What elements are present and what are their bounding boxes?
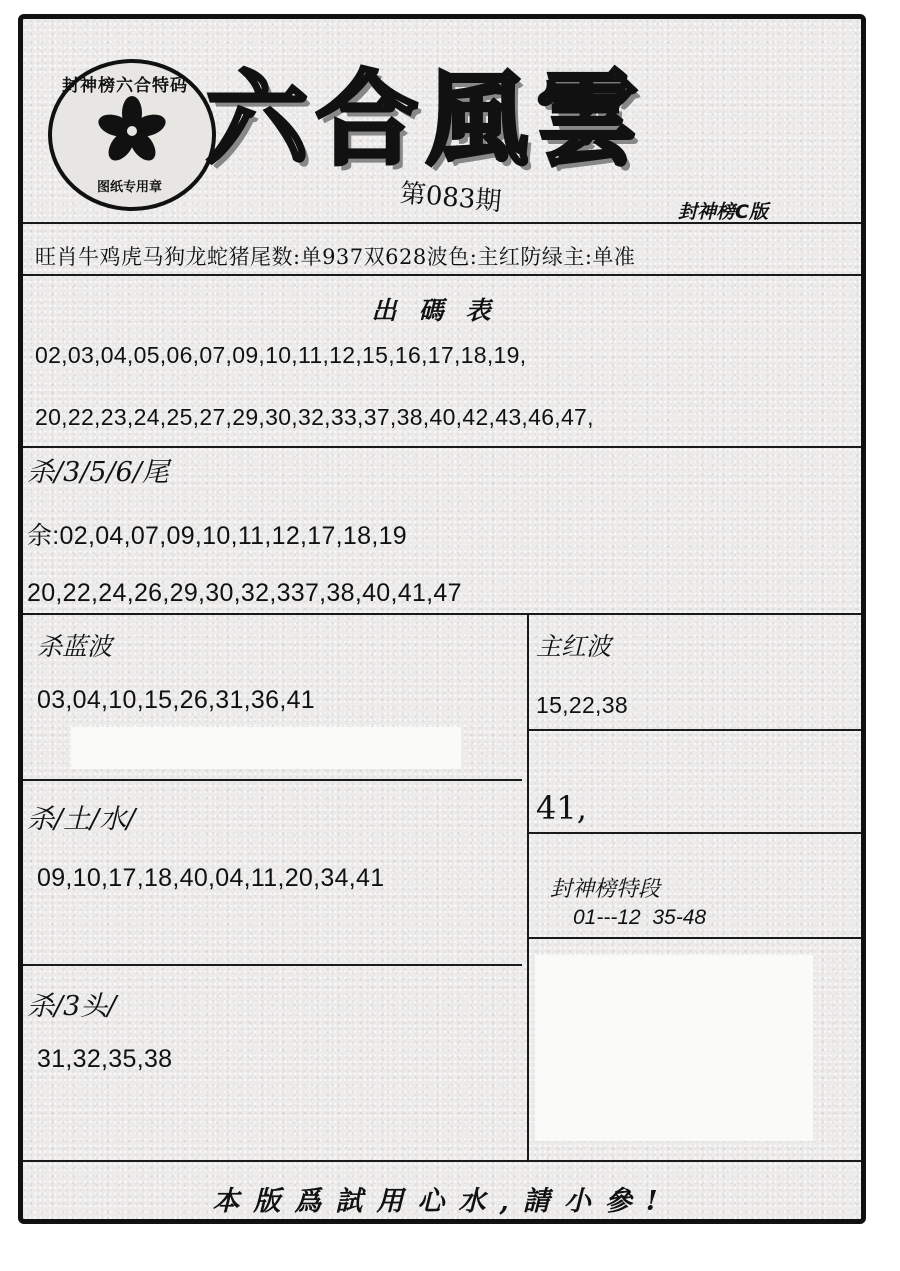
page-title: 六合風雲 [206, 60, 646, 180]
issue-number: 第083期 [398, 178, 503, 218]
stats-line: 旺肖牛鸡虎马狗龙蛇猪尾数:单937双628波色:主红防绿主:单准 [35, 245, 636, 269]
special-section-label: 封神榜特段 [550, 877, 661, 902]
footer-note: 本版爲試用心水,請小參! [212, 1186, 672, 1217]
divider [23, 613, 861, 615]
divider [23, 964, 522, 966]
official-seal [48, 59, 216, 211]
divider [527, 937, 861, 939]
number-line-1: 02,03,04,05,06,07,09,10,11,12,15,16,17,18,19, [35, 342, 527, 368]
kill-earth-water-numbers: 09,10,17,18,40,04,11,20,34,41 [37, 864, 385, 892]
divider [527, 729, 861, 731]
number-table-title: 出碼表 [371, 296, 513, 325]
single-pick: 41, [536, 789, 587, 827]
divider [23, 446, 861, 448]
kill-tail-remain-2: 20,22,24,26,29,30,32,337,38,40,41,47 [27, 579, 462, 607]
main-red-label: 主红波 [536, 632, 612, 661]
lottery-sheet [18, 14, 866, 1224]
blank-box [71, 727, 461, 769]
kill-heads-label: 杀/3头/ [27, 991, 117, 1022]
kill-earth-water-label: 杀/土/水/ [27, 804, 136, 835]
column-divider [527, 613, 529, 1160]
divider [527, 832, 861, 834]
special-section-ranges: 01---12 35-48 [573, 906, 707, 929]
seal-ring-text: 封神榜六合特码 [62, 76, 188, 96]
main-red-numbers: 15,22,38 [536, 692, 628, 718]
kill-heads-numbers: 31,32,35,38 [37, 1045, 173, 1073]
kill-blue-numbers: 03,04,10,15,26,31,36,41 [37, 686, 315, 714]
kill-tail-remain-1: 余:02,04,07,09,10,11,12,17,18,19 [27, 522, 407, 550]
seal-label: 图纸专用章 [97, 180, 163, 195]
blank-box [535, 955, 813, 1141]
kill-blue-label: 杀蓝波 [37, 632, 113, 661]
number-line-2: 20,22,23,24,25,27,29,30,32,33,37,38,40,42,43,46,47, [35, 404, 594, 430]
divider [23, 1160, 861, 1162]
divider [23, 779, 522, 781]
edition-label: 封神榜C版 [678, 201, 768, 223]
bauhinia-flower-icon [96, 95, 168, 167]
kill-tail-label: 杀/3/5/6/尾 [27, 457, 169, 488]
divider [23, 274, 861, 276]
divider [23, 222, 861, 224]
